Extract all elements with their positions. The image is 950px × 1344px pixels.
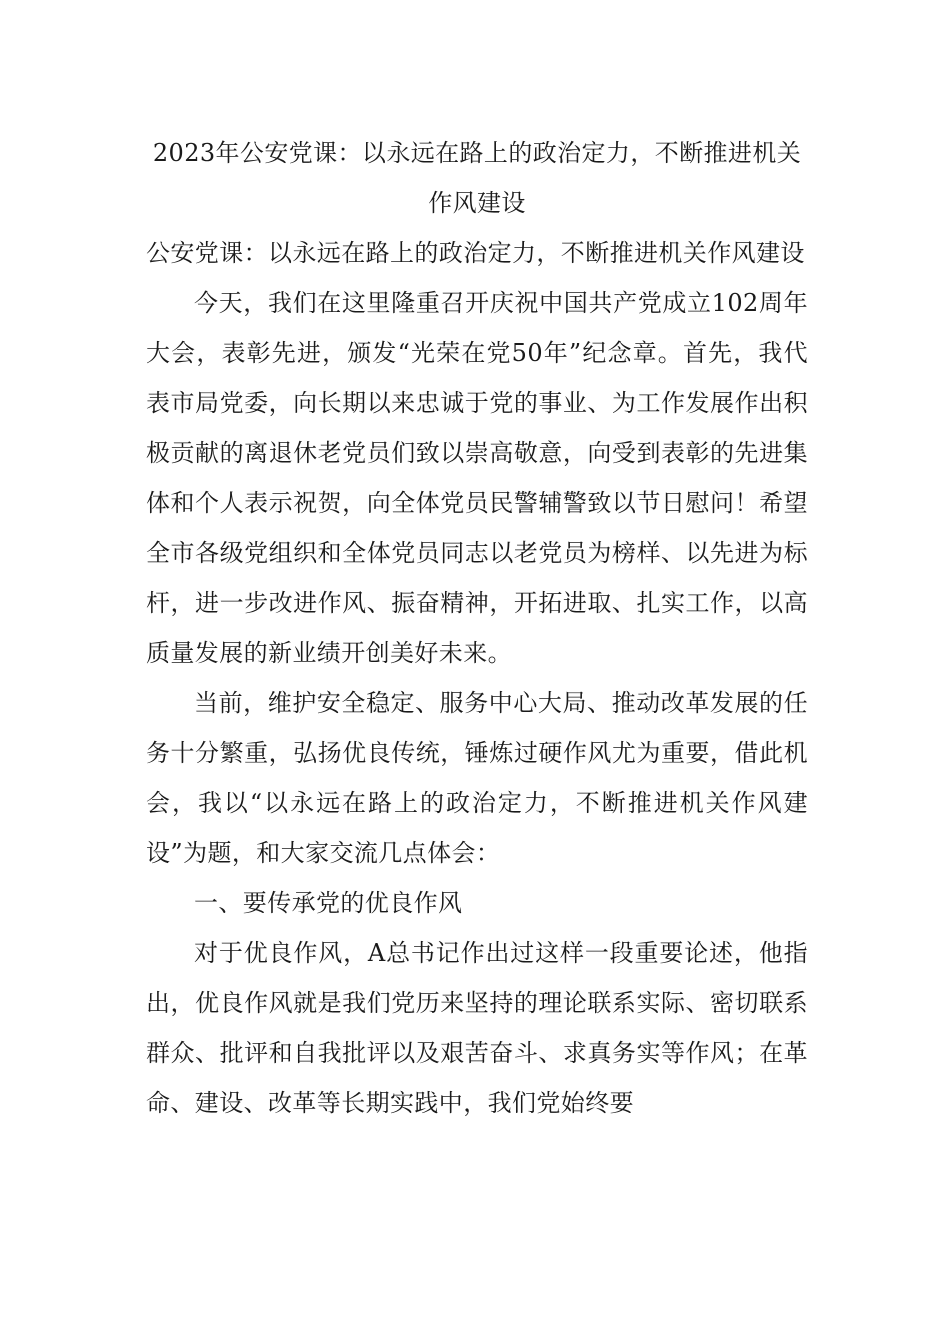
paragraph-opening: 今天，我们在这里隆重召开庆祝中国共产党成立102周年大会，表彰先进，颁发“光荣在党50年”纪念章。首先，我代表市局党委，向长期以来忠诚于党的事业、为工作发展作出积极贡献的离退休老党员们致以崇高敬意，向受到表彰的先进集体和个人表示祝贺，向全体党员民警辅警致以节日慰问！希望全市各级党组织和全体党员同志以老党员为榜样、以先进为标杆，进一步改进作风、振奋精神，开拓进取、扎实工作，以高质量发展的新业绩开创美好未来。 xyxy=(146,289,808,667)
document-title: 2023年公安党课：以永远在路上的政治定力，不断推进机关作风建设 xyxy=(152,139,802,217)
document-body xyxy=(146,128,808,1128)
document-subtitle: 公安党课：以永远在路上的政治定力，不断推进机关作风建设 xyxy=(146,239,805,267)
section-paragraph: 对于优良作风，A总书记作出过这样一段重要论述，他指出，优良作风就是我们党历来坚持的理论联系实际、密切联系群众、批评和自我批评以及艰苦奋斗、求真务实等作风；在革命、建设、改革等长期实践中，我们党始终要 xyxy=(146,939,808,1117)
section-heading: 一、要传承党的优良作风 xyxy=(194,889,463,917)
paragraph-context: 当前，维护安全稳定、服务中心大局、推动改革发展的任务十分繁重，弘扬优良传统，锤炼过硬作风尤为重要，借此机会，我以“以永远在路上的政治定力，不断推进机关作风建设”为题，和大家交流几点体会： xyxy=(146,689,808,867)
